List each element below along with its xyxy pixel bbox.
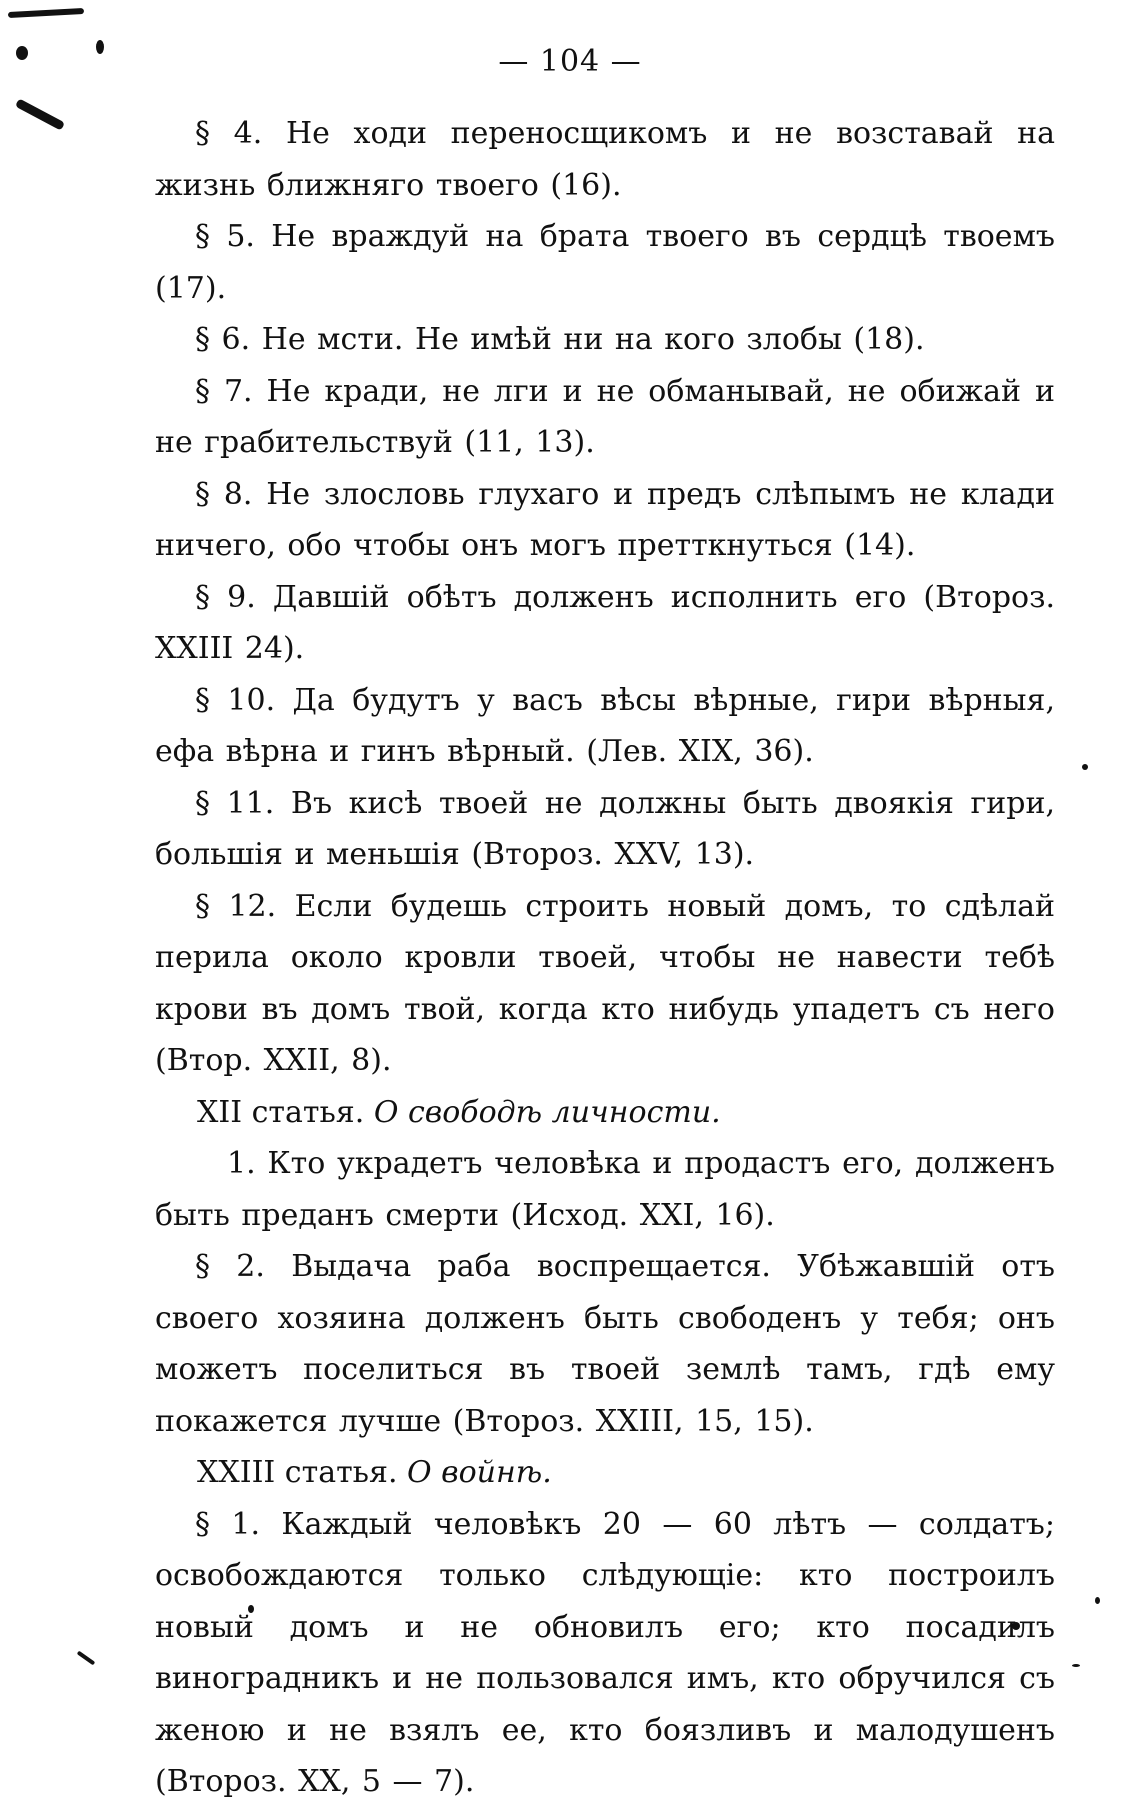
- ink-speck: [1082, 764, 1088, 770]
- paragraph-section-9: § 9. Давшій обѣтъ долженъ исполнить его (Второз. XXIII 24).: [155, 579, 1055, 666]
- ink-speck: [1072, 1664, 1080, 1667]
- paragraph-section-6: § 6. Не мсти. Не имѣй ни на кого злобы (18).: [195, 322, 925, 357]
- paragraph-section-4: § 4. Не ходи переносщикомъ и не возставай на жизнь ближняго твоего (16).: [155, 116, 1055, 203]
- heading-article-23: [155, 1447, 1055, 1499]
- ink-stroke-left: [15, 98, 65, 130]
- paragraph-article-23-item-1: § 1. Каждый человѣкъ 20 — 60 лѣтъ — солдатъ; освобождаются только слѣдующіе: кто построилъ новый домъ и не обновилъ его; кто посадилъ виноградникъ и не пользовался имъ, кто обручился съ женою и не взялъ ее, кто боязливъ и малодушенъ (Второз. XX, 5 — 7).: [155, 1506, 1055, 1799]
- heading-article-12: [155, 1087, 1055, 1139]
- paragraph-section-12: § 12. Если будешь строить новый домъ, то сдѣлай перила около кровли твоей, чтобы не навести тебѣ крови въ домъ твой, когда кто нибудь упадетъ съ него (Втор. XXII, 8).: [155, 888, 1055, 1078]
- paragraph-section-11: § 11. Въ кисѣ твоей не должны быть двоякія гири, большія и меньшія (Второз. XXV, 13).: [155, 785, 1055, 872]
- main-text: [155, 108, 1055, 1808]
- paragraph-section-8: § 8. Не злословь глухаго и предъ слѣпымъ не клади ничего, обо чтобы онъ могъ претткнуться (14).: [155, 476, 1055, 563]
- page-number: — 104 —: [498, 44, 642, 79]
- ink-stroke-bottom-left: [77, 1651, 96, 1666]
- heading-article-12-title: О свободѣ личности.: [373, 1094, 721, 1130]
- paragraph-section-7: § 7. Не кради, не лги и не обманывай, не обижай и не грабительствуй (11, 13).: [155, 373, 1055, 460]
- heading-article-23-title: О войнѣ.: [407, 1455, 552, 1490]
- paragraph-section-5: § 5. Не враждуй на брата твоего въ сердцѣ твоемъ (17).: [155, 219, 1055, 306]
- heading-article-23-number: XXIII статья.: [197, 1455, 398, 1490]
- paragraph-section-10: § 10. Да будутъ у васъ вѣсы вѣрные, гири вѣрныя, ефа вѣрна и гинъ вѣрный. (Лев. XIX, 36).: [155, 682, 1055, 769]
- paragraph-article-12-item-2: § 2. Выдача раба воспрещается. Убѣжавшій отъ своего хозяина долженъ быть свободенъ у тебя; онъ можетъ поселиться въ твоей землѣ тамъ, гдѣ ему покажется лучше (Второз. XXIII, 15, 15).: [155, 1249, 1055, 1439]
- heading-article-12-number: XII статья.: [197, 1094, 365, 1130]
- ink-speck: [1095, 1597, 1100, 1604]
- ink-stroke-top-left: [8, 8, 84, 18]
- paragraph-article-12-item-1: 1. Кто украдетъ человѣка и продастъ его, долженъ быть преданъ смерти (Исход. XXI, 16).: [155, 1146, 1055, 1233]
